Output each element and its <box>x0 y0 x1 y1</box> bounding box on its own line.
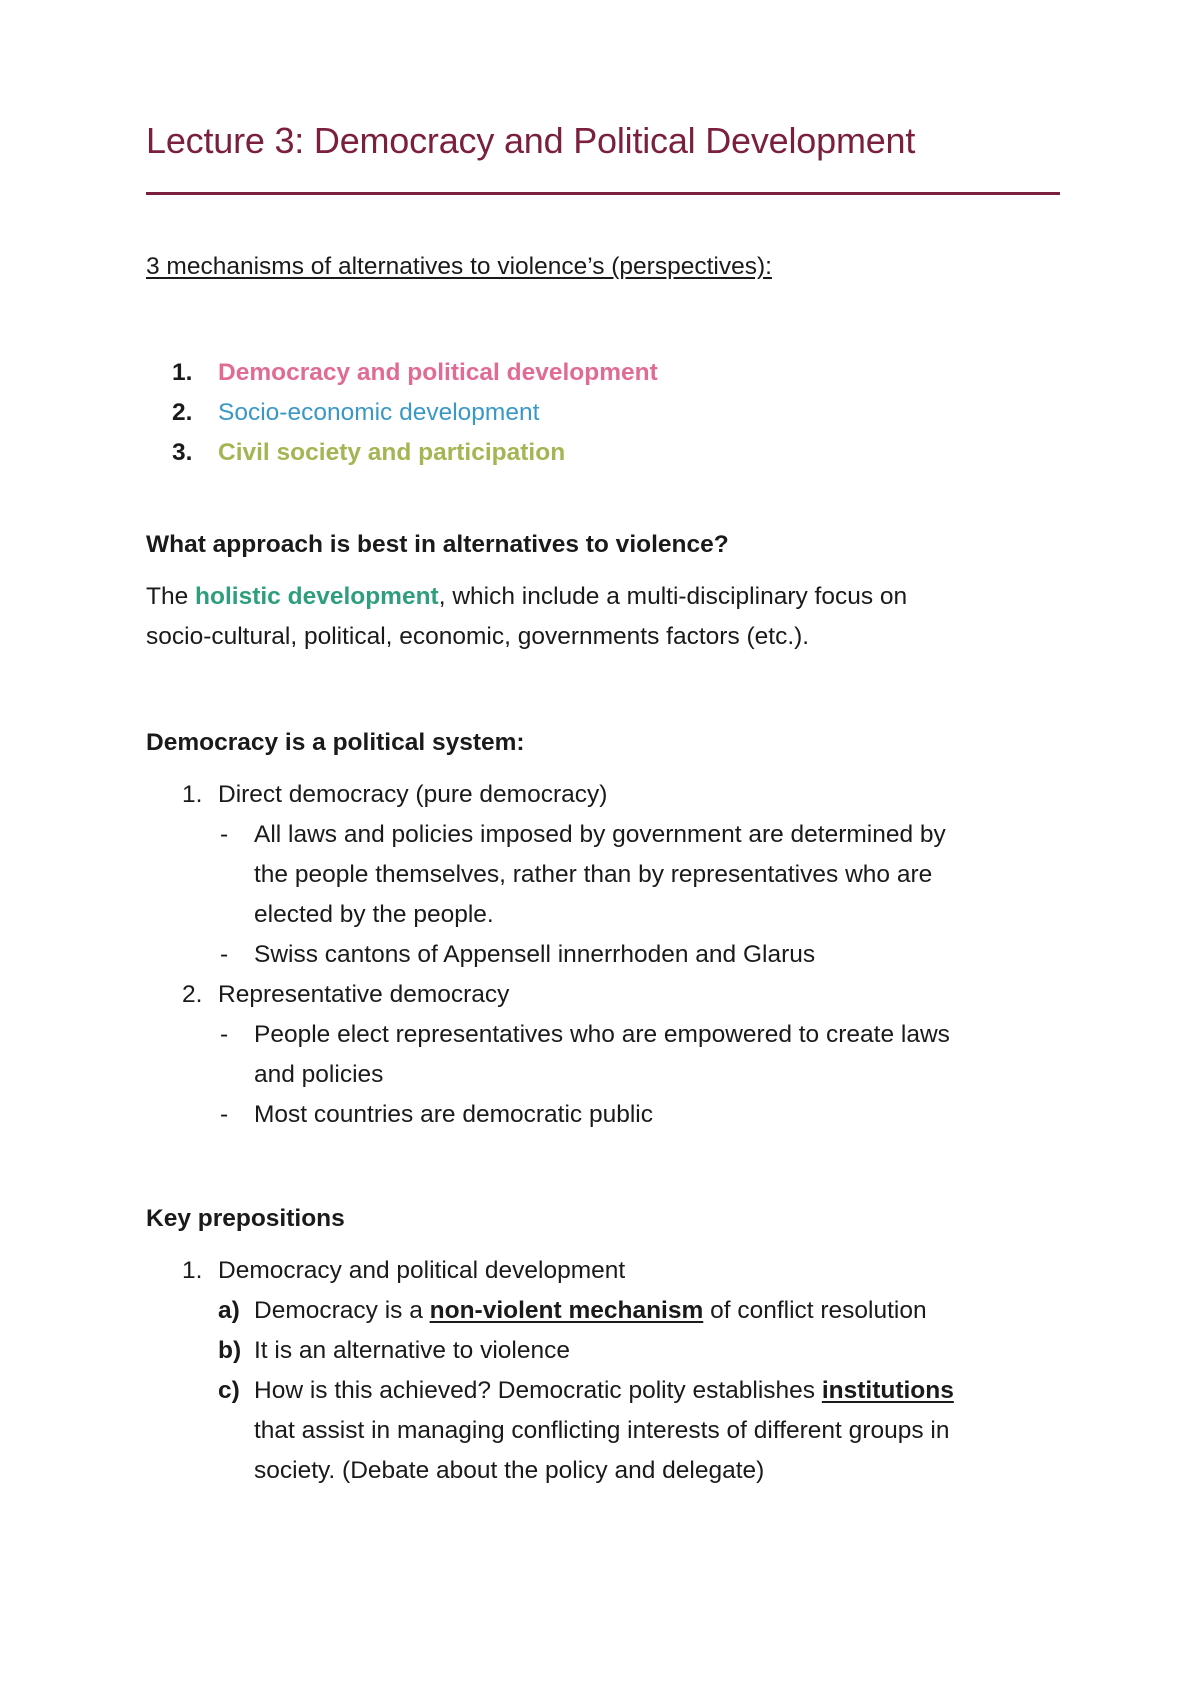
list-item: Representative democracy <box>218 981 510 1008</box>
approach-highlight: holistic development <box>195 583 439 610</box>
list-number: 1. <box>182 1257 203 1284</box>
bullet-text: elected by the people. <box>254 901 494 928</box>
sub-item-pre: How is this achieved? Democratic polity establishes <box>254 1377 822 1404</box>
list-number: 1. <box>182 781 203 808</box>
approach-line: socio-cultural, political, economic, governments factors (etc.). <box>146 623 810 650</box>
approach-line <box>146 582 907 612</box>
list-number: 2. <box>182 981 203 1008</box>
bullet-text: the people themselves, rather than by representatives who are <box>254 861 933 888</box>
sub-item-continuation: that assist in managing conflicting interests of different groups in <box>254 1417 950 1444</box>
bullet-text: All laws and policies imposed by government are determined by <box>254 821 946 848</box>
bullet-dash: - <box>220 1101 229 1128</box>
bullet-text: People elect representatives who are empowered to create laws <box>254 1021 950 1048</box>
sub-item-emphasis: non-violent mechanism <box>429 1297 704 1324</box>
approach-post: , which include a multi-disciplinary focus on <box>438 583 908 610</box>
approach-pre: The <box>146 583 196 610</box>
mechanism-number: 1. <box>172 359 193 386</box>
bullet-text: Swiss cantons of Appensell innerrhoden and Glarus <box>254 941 816 968</box>
mechanism-number: 2. <box>172 399 193 426</box>
key-heading: Key prepositions <box>146 1205 345 1232</box>
bullet-dash: - <box>220 821 229 848</box>
sub-item: It is an alternative to violence <box>254 1337 570 1364</box>
mechanism-item: Socio-economic development <box>218 399 540 426</box>
page-title: Lecture 3: Democracy and Political Development <box>146 120 916 161</box>
sub-letter: c) <box>218 1377 240 1404</box>
sub-item-post: of conflict resolution <box>703 1297 927 1324</box>
intro-text: 3 mechanisms of alternatives to violence’s (perspectives): <box>146 253 772 280</box>
bullet-dash: - <box>220 941 229 968</box>
sub-letter: a) <box>218 1297 240 1324</box>
title-divider <box>146 192 1060 195</box>
sub-item-continuation: society. (Debate about the policy and delegate) <box>254 1457 765 1484</box>
bullet-text: and policies <box>254 1061 384 1088</box>
mechanism-number: 3. <box>172 439 193 466</box>
mechanism-item: Democracy and political development <box>218 359 658 386</box>
list-item: Democracy and political development <box>218 1257 626 1284</box>
democracy-heading: Democracy is a political system: <box>146 729 525 756</box>
mechanism-item: Civil society and participation <box>218 439 566 466</box>
sub-item <box>254 1296 927 1326</box>
sub-item-pre: Democracy is a <box>254 1297 430 1324</box>
list-item: Direct democracy (pure democracy) <box>218 781 608 808</box>
sub-item-emphasis: institutions <box>821 1377 954 1404</box>
approach-heading: What approach is best in alternatives to violence? <box>146 531 729 558</box>
bullet-text: Most countries are democratic public <box>254 1101 653 1128</box>
bullet-dash: - <box>220 1021 229 1048</box>
sub-letter: b) <box>218 1337 242 1364</box>
sub-item <box>254 1376 954 1406</box>
